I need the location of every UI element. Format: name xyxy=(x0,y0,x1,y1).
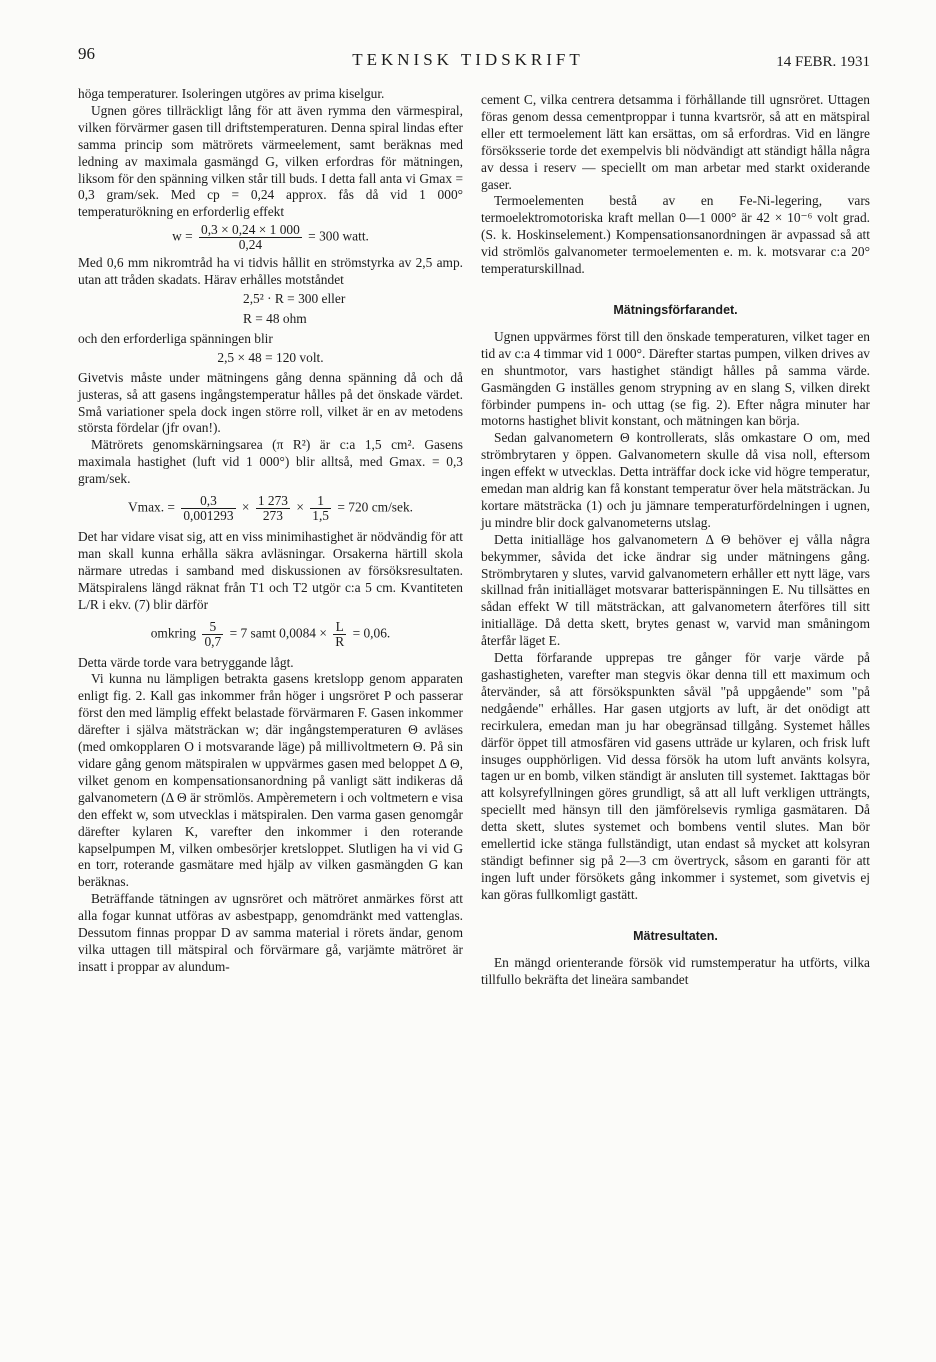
equation-velocity xyxy=(78,494,463,523)
paragraph: Detta förfarande upprepas tre gånger för varje värde på gashastigheten, varefter man stegvis ökar denna till ett maximum och återvänder, så att försökspunkten såväl "på uppgående" som "på nedgående" erhålles. Har gasen utgjorts av luft, är det onödigt att recirkulera, emedan man ju har obegränsad tillgång. Systemet hålles därför öppet till atmosfären vid gasens utträde ur kylaren, och frisk luft insuges oupphörligen. Vid dessa försök ha utom luft använts kolsyra, tagen ur en bomb, vilken ständigt är ansluten till systemet. Iakttagas bör att kolsyrefyllningen göres grundligt, så att all luft verkligen utträngts, speciellt med hänsyn till den jämförelsevis rymliga gasmätaren. Då detta skett, slutes systemet och bombens ventil slutes. Man bör emellertid icke stänga fullständigt, utan endast så mycket att kolsyran ständigt befinner sig på 2—3 cm övertryck, såsom en garanti för att ingen luft under försökets gång inkommer i systemet, som givetvis ej kan göras fullkomligt gastätt. xyxy=(481,650,870,902)
paragraph: Termoelementen bestå av en Fe-Ni-legering, vars termoelektromotoriska kraft mellan 0—1 000° är 42 × 10⁻⁶ volt grad. (S. k. Hoskinselement.) Kompensationsanordningen är avpassad så att vid strömlös galvanometer termoelementen e. m. k. motsvarar c:a 20° temperaturskillnad. xyxy=(481,193,870,277)
paragraph: En mängd orienterande försök vid rumstemperatur ha utförts, vilka tillfullo bekräfta det lineära sambandet xyxy=(481,954,870,987)
section-heading-results: Mätresultaten. xyxy=(633,928,718,943)
equation-effect xyxy=(78,223,463,252)
paragraph: Ugnen göres tillräckligt lång för att även rymma den värmespiral, vilken förvärmer gasen till driftstemperaturen. Denna spiral lindas efter samma princip som mätrörets värmeelement, samt beräknas med ledning av maximala gasmängd G, vilken erfordras för mätningen, liksom för den spänning vilken står till buds. I detta fall anta vi Gmax = 0,3 gram/sek. Med cp = 0,24 approx. fås då vid 1 000° temperaturökning en erforderlig effekt xyxy=(78,102,463,220)
fraction xyxy=(199,223,302,252)
paragraph: Detta värde torde vara betryggande lågt. xyxy=(78,654,294,670)
eq-rhs: = 720 cm/sek. xyxy=(337,499,413,515)
equation-resistance-2: R = 48 ohm xyxy=(243,310,307,326)
journal-title: TEKNISK TIDSKRIFT xyxy=(352,50,584,69)
denominator: 0,7 xyxy=(204,633,222,649)
eq-lhs: w = xyxy=(172,228,193,244)
fraction xyxy=(333,620,346,649)
eq-middle: = 7 samt 0,0084 × xyxy=(229,625,327,641)
numerator: 0,3 × 0,24 × 1 000 xyxy=(201,222,300,238)
numerator: 1 273 xyxy=(257,493,288,509)
right-column xyxy=(481,92,870,988)
paragraph: Med 0,6 mm nikromtråd ha vi tidvis hållit en strömstyrka av 2,5 amp. utan att tråden skadats. Härav erhålles motståndet xyxy=(78,255,463,288)
eq-rhs: = 0,06. xyxy=(352,625,391,641)
eq-prefix: omkring xyxy=(150,625,197,641)
denominator: 273 xyxy=(262,508,283,524)
numerator: 0,3 xyxy=(181,494,235,509)
left-column xyxy=(78,86,463,976)
denominator: 0,24 xyxy=(238,237,263,253)
paragraph: Beträffande tätningen av ugnsröret och mätröret anmärkes först att alla fogar kunnat utföras av asbestpapp, genomdränkt med vattenglas. Dessutom finnas proppar D av samma material i rörets ändar, genom vilka uttagen till mätspiral och förvärmare gå, varjämte mätröret är insatt i proppar av alundum- xyxy=(78,891,463,974)
denominator: 1,5 xyxy=(312,508,330,524)
fraction xyxy=(202,620,223,649)
paragraph: Detta initialläge hos galvanometern Δ Θ behöver ej vålla några bekymmer, såvida det icke ändrar sig under mätningens gång. Strömbrytaren y slutes, varvid galvanometern erhåller ett nytt läge, vars skillnad från initialläget motsvarar batterispänningen E. Nu tillsättes en sådan effekt W till mätsträckan, att galvanometern återföres till sitt initialläge. Då detta skett, brytes genast w, varvid man småningom återfår läget E. xyxy=(481,531,870,649)
fraction xyxy=(310,494,331,523)
paragraph: höga temperaturer. Isoleringen utgöres av prima kiselgur. xyxy=(78,86,385,101)
denominator: R xyxy=(335,633,345,649)
paragraph: Mätrörets genomskärningsarea (π R²) är c:a 1,5 cm². Gasens maximala hastighet (luft vid 1 000°) blir alltså, med Gmax. = 0,3 gram/sek. xyxy=(78,437,463,487)
equation-resistance-1: 2,5² · R = 300 eller xyxy=(243,291,346,307)
times-sign: × xyxy=(241,499,250,515)
eq-lhs: Vmax. = xyxy=(128,499,175,515)
page-header xyxy=(0,44,936,74)
eq-rhs: = 300 watt. xyxy=(308,228,369,244)
numerator: L xyxy=(333,620,346,635)
issue-date: 14 FEBR. 1931 xyxy=(776,54,870,70)
equation-voltage: 2,5 × 48 = 120 volt. xyxy=(217,349,324,365)
numerator: 5 xyxy=(202,620,223,635)
equation-ratio xyxy=(78,620,463,649)
paragraph: Sedan galvanometern Θ kontrollerats, slås omkastare O om, med strömbrytaren y öppen. Galvanometern skulle då visa noll, eftersom ingen effekt w utvecklas. Detta inträffar dock icke vid högre temperatur, emedan man aldrig kan få konstant temperatur över hela mätsträckan. Ju kortare mätsträcka (1) och ju jämnare temperaturfördelningen i ugnen, ju mindre blir dock galvanometerns utslag. xyxy=(481,430,870,530)
paragraph: cement C, vilka centrera detsamma i förhållande till ugnsröret. Uttagen föras genom dessa cementproppar i tunna kvartsrör, så att en mätspiral eller ett termoelement lätt kan ersättas, om så erfordras. Vid en längre försöksserie torde det exempelvis bli nödvändigt att ständigt hålla några av dessa i reserv — speciellt om man arbetar med starkt oxiderande gaser. xyxy=(481,92,870,192)
fraction xyxy=(256,494,290,523)
paragraph: Givetvis måste under mätningens gång denna spänning då och då justeras, så att gasens ingångstemperatur hålles på det önskade värdet. Små variationer spela dock ingen större roll, vilket är en av metodens största fördelar (jfr ovan!). xyxy=(78,369,463,436)
section-heading-procedure: Mätningsförfarandet. xyxy=(613,302,738,317)
paragraph: Ugnen uppvärmes först till den önskade temperaturen, vilket tager en tid av c:a 4 timmar vid 1 000°. Därefter startas pumpen, vilken drives av en shuntmotor, vars hastighet ständigt hålles på samma värde. Gasmängden G inställes genom strypning av en slang S, vilken direkt förbinder pumpens in- och uttag (se fig. 2). Efter några minuter har motorns hastighet blivit konstant, och mätningen kan börja. xyxy=(481,328,870,429)
fraction xyxy=(181,494,235,523)
page-number: 96 xyxy=(78,44,95,63)
paragraph: Det har vidare visat sig, att en viss minimihastighet är nödvändig för att man skall kunna erhålla säkra avläsningar. Orsakerna härtill skola närmare utredas i samband med diskussionen av försöksresultaten. Mätspiralens längd räknat från T1 och T2 utgör c:a 5 cm. Kvantiteten L/R i ekv. (7) blir därför xyxy=(78,529,463,612)
numerator: 1 xyxy=(310,494,331,509)
paragraph: Vi kunna nu lämpligen betrakta gasens kretslopp genom apparaten enligt fig. 2. Kall gas inkommer från höger i ungsröret P och passerar först den med lämplig effekt belastade förvärmaren F. Gasen inkommer därefter i själva mätsträckan w; där ingångstemperaturen Θ avläses (med omkopplaren O i motsvarande läge) på millivoltmetern Θ. På sin vidare gång genom mätspiralen w uppvärmes gasen med beloppet Δ Θ, vilket genom en kompensationsanordning på vanligt sätt indikeras då galvanometern (Δ Θ är strömlös. Ampèremetern i och voltmetern e visa den effekt w, som utvecklas i mätspiralen. Den varma gasen genomgår därefter kylaren K, varefter den inkommer i den roterande kapselpumpen M, vilken ombesörjer kretsloppet. Slutligen ha vi vid G en torr, roterande gasmätare med hjälp av vilken gasmängden G kan beräknas. xyxy=(78,671,463,890)
times-sign: × xyxy=(296,499,304,515)
denominator: 0,001293 xyxy=(183,508,234,524)
paragraph: och den erforderliga spänningen blir xyxy=(78,330,273,346)
